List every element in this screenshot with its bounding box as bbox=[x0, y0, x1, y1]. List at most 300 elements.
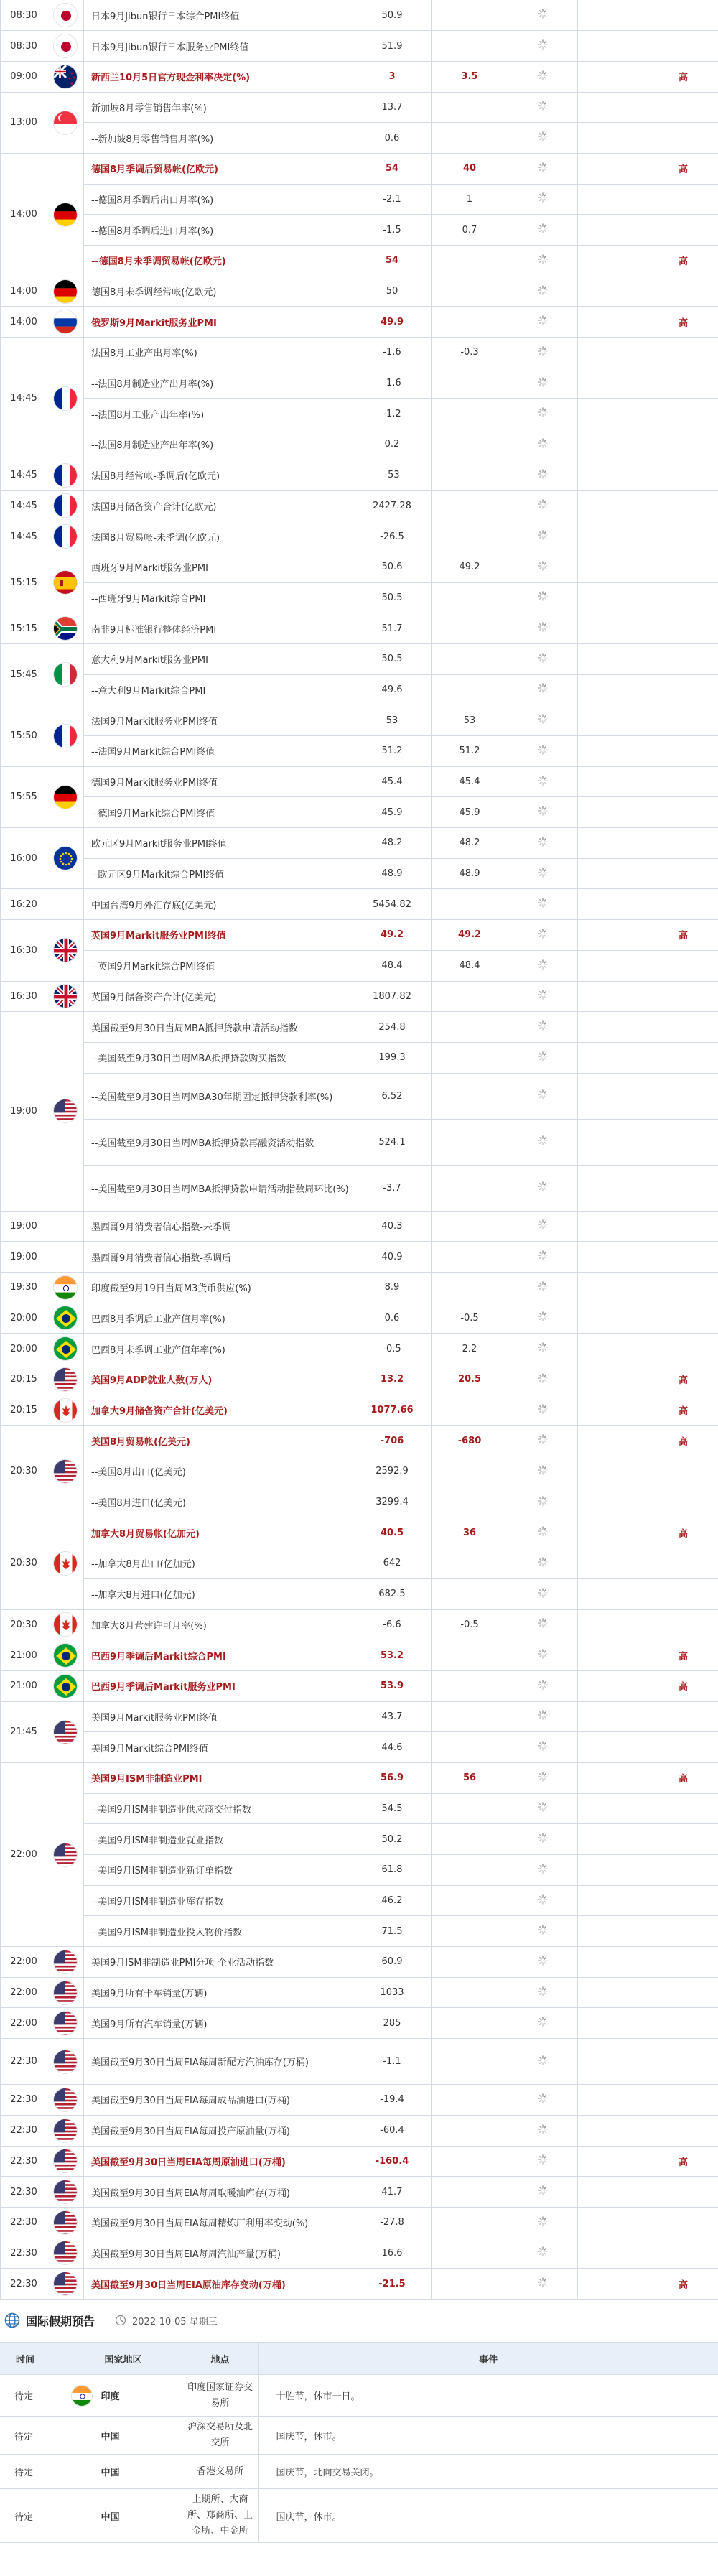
actual-value bbox=[508, 1947, 578, 1978]
importance-label bbox=[648, 1916, 718, 1947]
forecast-value: -0.5 bbox=[432, 1609, 508, 1640]
event-name: --美国截至9月30日当周MBA抵押贷款购买指数 bbox=[84, 1042, 353, 1073]
event-row[interactable] bbox=[1, 153, 718, 184]
event-row[interactable] bbox=[1, 1456, 718, 1487]
event-name: 巴西9月季调后Markit服务业PMI bbox=[84, 1670, 353, 1701]
importance-label bbox=[648, 1242, 718, 1273]
actual-result bbox=[578, 460, 648, 490]
uk-flag-icon bbox=[53, 984, 78, 1008]
previous-value: 51.2 bbox=[353, 736, 432, 767]
event-name: 西班牙9月Markit服务业PMI bbox=[84, 552, 353, 582]
forecast-value: -680 bbox=[432, 1426, 508, 1456]
importance-label bbox=[648, 368, 718, 399]
forecast-value: 48.9 bbox=[432, 858, 508, 889]
event-row[interactable] bbox=[1, 797, 718, 828]
event-row[interactable] bbox=[1, 1762, 718, 1793]
importance-label bbox=[648, 736, 718, 767]
event-row[interactable] bbox=[1, 460, 718, 490]
actual-result bbox=[578, 1395, 648, 1426]
flag-cell bbox=[47, 0, 84, 31]
event-row[interactable] bbox=[1, 674, 718, 705]
loading-spinner-icon bbox=[537, 1617, 549, 1629]
actual-value bbox=[508, 1165, 578, 1211]
event-time: 19:00 bbox=[1, 1211, 47, 1242]
header-time: 时间 bbox=[0, 2343, 65, 2375]
forecast-value: 56 bbox=[432, 1762, 508, 1793]
actual-result bbox=[578, 61, 648, 92]
actual-result bbox=[578, 858, 648, 889]
previous-value: 0.2 bbox=[353, 429, 432, 460]
event-row[interactable] bbox=[1, 736, 718, 767]
actual-value bbox=[508, 184, 578, 215]
importance-label bbox=[648, 1042, 718, 1073]
event-row[interactable] bbox=[1, 1426, 718, 1456]
loading-spinner-icon bbox=[537, 1986, 549, 1997]
actual-result bbox=[578, 2039, 648, 2085]
loading-spinner-icon bbox=[537, 1495, 549, 1507]
event-name: 德国8月季调后贸易帐(亿欧元) bbox=[84, 153, 353, 184]
event-row[interactable] bbox=[1, 92, 718, 123]
event-time: 15:15 bbox=[1, 613, 47, 644]
loading-spinner-icon bbox=[537, 1089, 549, 1100]
event-row[interactable] bbox=[1, 307, 718, 338]
event-row[interactable] bbox=[1, 889, 718, 920]
actual-result bbox=[578, 1855, 648, 1886]
loading-spinner-icon bbox=[537, 100, 549, 111]
event-row[interactable] bbox=[1, 1364, 718, 1395]
event-row[interactable] bbox=[1, 1732, 718, 1763]
forecast-value bbox=[432, 2207, 508, 2238]
holiday-place: 印度国家证券交易所 bbox=[182, 2375, 258, 2417]
event-row[interactable] bbox=[1, 1395, 718, 1426]
forecast-value bbox=[432, 643, 508, 674]
event-name: 法国8月储备资产合计(亿欧元) bbox=[84, 490, 353, 521]
actual-value bbox=[508, 2238, 578, 2269]
previous-value: -1.5 bbox=[353, 215, 432, 246]
usa-flag-icon bbox=[53, 1981, 78, 2005]
event-name: --法国8月工业产出年率(%) bbox=[84, 399, 353, 429]
actual-result bbox=[578, 31, 648, 62]
previous-value: 40.5 bbox=[353, 1517, 432, 1548]
loading-spinner-icon bbox=[537, 989, 549, 1000]
event-row[interactable] bbox=[1, 184, 718, 215]
event-row[interactable] bbox=[1, 582, 718, 613]
forecast-value bbox=[432, 2008, 508, 2039]
france-flag-icon bbox=[53, 493, 78, 518]
event-time: 15:55 bbox=[1, 766, 47, 827]
loading-spinner-icon bbox=[537, 437, 549, 449]
flag-cell bbox=[47, 766, 84, 827]
event-row[interactable] bbox=[1, 246, 718, 276]
loading-spinner-icon bbox=[537, 1587, 549, 1599]
event-name: 英国9月储备资产合计(亿美元) bbox=[84, 981, 353, 1012]
event-time: 15:50 bbox=[1, 705, 47, 766]
event-row[interactable] bbox=[1, 1073, 718, 1119]
previous-value: 2592.9 bbox=[353, 1456, 432, 1487]
importance-label: 高 bbox=[648, 307, 718, 338]
loading-spinner-icon bbox=[537, 2016, 549, 2027]
event-row[interactable] bbox=[1, 1793, 718, 1824]
event-name: 美国截至9月30日当周EIA每周投产原油量(万桶) bbox=[84, 2115, 353, 2146]
forecast-value bbox=[432, 368, 508, 399]
event-row[interactable] bbox=[1, 766, 718, 797]
loading-spinner-icon bbox=[537, 315, 549, 326]
germany-flag-icon bbox=[53, 785, 78, 809]
event-name: --德国8月季调后出口月率(%) bbox=[84, 184, 353, 215]
event-name: --法国9月Markit综合PMI终值 bbox=[84, 736, 353, 767]
actual-result bbox=[578, 0, 648, 31]
previous-value: -53 bbox=[353, 460, 432, 490]
forecast-value bbox=[432, 1824, 508, 1855]
importance-label bbox=[648, 460, 718, 490]
event-row[interactable] bbox=[1, 643, 718, 674]
actual-result bbox=[578, 828, 648, 859]
importance-label bbox=[648, 1272, 718, 1303]
actual-value bbox=[508, 1073, 578, 1119]
event-time: 22:00 bbox=[1, 1762, 47, 1946]
importance-label bbox=[648, 1609, 718, 1640]
importance-label bbox=[648, 2177, 718, 2208]
actual-result bbox=[578, 1272, 648, 1303]
event-row[interactable] bbox=[1, 858, 718, 889]
flag-cell bbox=[47, 552, 84, 613]
importance-label bbox=[648, 521, 718, 552]
event-time: 21:00 bbox=[1, 1640, 47, 1671]
loading-spinner-icon bbox=[537, 590, 549, 602]
event-name: --美国9月ISM非制造业投入物价指数 bbox=[84, 1916, 353, 1947]
event-row[interactable] bbox=[1, 490, 718, 521]
event-name: 美国9月ISM非制造业PMI bbox=[84, 1762, 353, 1793]
actual-value bbox=[508, 246, 578, 276]
event-name: 法国9月Markit服务业PMI终值 bbox=[84, 705, 353, 736]
japan-flag-icon bbox=[53, 34, 78, 58]
actual-result bbox=[578, 1303, 648, 1334]
event-row[interactable] bbox=[1, 1119, 718, 1165]
actual-value bbox=[508, 521, 578, 552]
event-name: --德国8月季调后进口月率(%) bbox=[84, 215, 353, 246]
new-zealand-flag-icon bbox=[53, 65, 78, 89]
event-time: 22:00 bbox=[1, 2008, 47, 2039]
event-row[interactable] bbox=[1, 1242, 718, 1273]
previous-value: 40.3 bbox=[353, 1211, 432, 1242]
actual-value bbox=[508, 490, 578, 521]
actual-result bbox=[578, 338, 648, 368]
flag-cell bbox=[47, 1701, 84, 1762]
event-name: 新西兰10月5日官方现金利率决定(%) bbox=[84, 61, 353, 92]
previous-value: 285 bbox=[353, 2008, 432, 2039]
usa-flag-icon bbox=[53, 2088, 78, 2112]
event-row[interactable] bbox=[1, 2115, 718, 2146]
actual-value bbox=[508, 1885, 578, 1916]
event-row[interactable] bbox=[1, 429, 718, 460]
event-name: 美国截至9月30日当周EIA每周汽油产量(万桶) bbox=[84, 2238, 353, 2269]
event-row[interactable] bbox=[1, 1272, 718, 1303]
forecast-value bbox=[432, 521, 508, 552]
event-row[interactable] bbox=[1, 1517, 718, 1548]
previous-value: 199.3 bbox=[353, 1042, 432, 1073]
actual-value bbox=[508, 2146, 578, 2177]
previous-value: 48.4 bbox=[353, 950, 432, 981]
forecast-value: 45.9 bbox=[432, 797, 508, 828]
flag-cell bbox=[47, 643, 84, 705]
event-row[interactable] bbox=[1, 1042, 718, 1073]
event-name: 欧元区9月Markit服务业PMI终值 bbox=[84, 828, 353, 859]
previous-value: -60.4 bbox=[353, 2115, 432, 2146]
loading-spinner-icon bbox=[537, 1311, 549, 1322]
event-row[interactable] bbox=[1, 2269, 718, 2300]
event-time: 16:00 bbox=[1, 828, 47, 889]
event-row[interactable] bbox=[1, 1670, 718, 1701]
event-row[interactable] bbox=[1, 1578, 718, 1609]
forecast-value bbox=[432, 1947, 508, 1978]
importance-label bbox=[648, 215, 718, 246]
event-row[interactable] bbox=[1, 61, 718, 92]
importance-label bbox=[648, 399, 718, 429]
actual-result bbox=[578, 1916, 648, 1947]
loading-spinner-icon bbox=[537, 1832, 549, 1843]
event-time: 14:00 bbox=[1, 153, 47, 276]
previous-value: -6.6 bbox=[353, 1609, 432, 1640]
loading-spinner-icon bbox=[537, 223, 549, 234]
event-row[interactable] bbox=[1, 1334, 718, 1364]
actual-value bbox=[508, 2115, 578, 2146]
holiday-event: 国庆节，休市。 bbox=[258, 2489, 718, 2543]
actual-value bbox=[508, 920, 578, 951]
holiday-event: 国庆节，北向交易关闭。 bbox=[258, 2455, 718, 2489]
flag-cell bbox=[47, 2039, 84, 2085]
event-row[interactable] bbox=[1, 1303, 718, 1334]
actual-result bbox=[578, 1578, 648, 1609]
forecast-value bbox=[432, 2146, 508, 2177]
actual-result bbox=[578, 2115, 648, 2146]
previous-value: -160.4 bbox=[353, 2146, 432, 2177]
importance-label bbox=[648, 613, 718, 644]
canada-flag-icon bbox=[53, 1551, 78, 1576]
actual-result bbox=[578, 889, 648, 920]
event-row[interactable] bbox=[1, 338, 718, 368]
previous-value: 50.5 bbox=[353, 582, 432, 613]
event-row[interactable] bbox=[1, 2085, 718, 2116]
event-row[interactable] bbox=[1, 1824, 718, 1855]
flag-cell bbox=[47, 1211, 84, 1242]
forecast-value bbox=[432, 1211, 508, 1242]
actual-result bbox=[578, 920, 648, 951]
france-flag-icon bbox=[53, 463, 78, 488]
previous-value: 524.1 bbox=[353, 1119, 432, 1165]
event-row[interactable] bbox=[1, 1165, 718, 1211]
loading-spinner-icon bbox=[537, 1051, 549, 1062]
actual-result bbox=[578, 981, 648, 1012]
loading-spinner-icon bbox=[537, 2055, 549, 2066]
actual-value bbox=[508, 1916, 578, 1947]
actual-result bbox=[578, 1242, 648, 1273]
event-row[interactable] bbox=[1, 2039, 718, 2085]
event-row[interactable] bbox=[1, 1012, 718, 1043]
event-name: 俄罗斯9月Markit服务业PMI bbox=[84, 307, 353, 338]
event-row[interactable] bbox=[1, 2008, 718, 2039]
importance-label bbox=[648, 1487, 718, 1517]
actual-result bbox=[578, 276, 648, 307]
previous-value: 13.7 bbox=[353, 92, 432, 123]
event-time: 20:15 bbox=[1, 1364, 47, 1395]
actual-result bbox=[578, 399, 648, 429]
flag-cell bbox=[47, 889, 84, 920]
flag-cell bbox=[47, 1272, 84, 1303]
forecast-value bbox=[432, 1487, 508, 1517]
actual-value bbox=[508, 552, 578, 582]
event-row[interactable] bbox=[1, 1211, 718, 1242]
event-row[interactable] bbox=[1, 368, 718, 399]
actual-result bbox=[578, 521, 648, 552]
actual-value bbox=[508, 368, 578, 399]
event-row[interactable] bbox=[1, 1487, 718, 1517]
holiday-country-cell bbox=[65, 2375, 182, 2417]
germany-flag-icon bbox=[53, 279, 78, 304]
event-name: 意大利9月Markit服务业PMI bbox=[84, 643, 353, 674]
previous-value: 5454.82 bbox=[353, 889, 432, 920]
flag-cell bbox=[47, 490, 84, 521]
forecast-value bbox=[432, 1701, 508, 1732]
previous-value: 44.6 bbox=[353, 1732, 432, 1763]
event-time: 22:00 bbox=[1, 1977, 47, 2008]
event-name: 美国截至9月30日当周EIA每周原油进口(万桶) bbox=[84, 2146, 353, 2177]
event-row[interactable] bbox=[1, 2177, 718, 2208]
event-row[interactable] bbox=[1, 2146, 718, 2177]
actual-value bbox=[508, 766, 578, 797]
forecast-value bbox=[432, 1548, 508, 1579]
loading-spinner-icon bbox=[537, 1771, 549, 1782]
loading-spinner-icon bbox=[537, 192, 549, 203]
holiday-date: 2022-10-05 星期三 bbox=[132, 2316, 218, 2328]
loading-spinner-icon bbox=[537, 682, 549, 694]
event-row[interactable] bbox=[1, 950, 718, 981]
loading-spinner-icon bbox=[537, 1709, 549, 1721]
actual-result bbox=[578, 123, 648, 154]
event-row[interactable] bbox=[1, 552, 718, 582]
event-row[interactable] bbox=[1, 276, 718, 307]
forecast-value bbox=[432, 1916, 508, 1947]
event-row[interactable] bbox=[1, 1977, 718, 2008]
flag-cell bbox=[47, 153, 84, 276]
event-row[interactable] bbox=[1, 1947, 718, 1978]
actual-value bbox=[508, 0, 578, 31]
event-row[interactable] bbox=[1, 1701, 718, 1732]
actual-result bbox=[578, 766, 648, 797]
actual-value bbox=[508, 1042, 578, 1073]
event-time: 20:30 bbox=[1, 1426, 47, 1517]
flag-cell bbox=[47, 1242, 84, 1273]
flag-cell bbox=[47, 2085, 84, 2116]
event-row[interactable] bbox=[1, 1855, 718, 1886]
holiday-section-header bbox=[0, 2300, 718, 2343]
previous-value: 13.2 bbox=[353, 1364, 432, 1395]
event-row[interactable] bbox=[1, 31, 718, 62]
actual-result bbox=[578, 1824, 648, 1855]
event-row[interactable] bbox=[1, 828, 718, 859]
importance-label bbox=[648, 1211, 718, 1242]
actual-result bbox=[578, 674, 648, 705]
loading-spinner-icon bbox=[537, 2124, 549, 2135]
event-row[interactable] bbox=[1, 0, 718, 31]
forecast-value bbox=[432, 1272, 508, 1303]
importance-label bbox=[648, 1456, 718, 1487]
importance-label bbox=[648, 2039, 718, 2085]
event-name: 新加坡8月零售销售年率(%) bbox=[84, 92, 353, 123]
importance-label: 高 bbox=[648, 920, 718, 951]
holiday-table bbox=[0, 2343, 718, 2544]
actual-value bbox=[508, 1640, 578, 1671]
actual-result bbox=[578, 1548, 648, 1579]
usa-flag-icon bbox=[53, 1720, 78, 1744]
previous-value: 53 bbox=[353, 705, 432, 736]
previous-value: 50.2 bbox=[353, 1824, 432, 1855]
event-time: 22:30 bbox=[1, 2238, 47, 2269]
usa-flag-icon bbox=[53, 1459, 78, 1484]
event-time: 16:30 bbox=[1, 920, 47, 981]
brazil-flag-icon bbox=[53, 1306, 78, 1330]
forecast-value bbox=[432, 1119, 508, 1165]
event-row[interactable] bbox=[1, 613, 718, 644]
event-row[interactable] bbox=[1, 1916, 718, 1947]
event-row[interactable] bbox=[1, 1640, 718, 1671]
holiday-country: 印度 bbox=[101, 2391, 120, 2403]
importance-label bbox=[648, 1073, 718, 1119]
event-row[interactable] bbox=[1, 2207, 718, 2238]
actual-value bbox=[508, 1824, 578, 1855]
forecast-value bbox=[432, 2085, 508, 2116]
india-flag-icon bbox=[71, 2385, 93, 2407]
previous-value: 61.8 bbox=[353, 1855, 432, 1886]
event-row[interactable] bbox=[1, 1548, 718, 1579]
event-row[interactable] bbox=[1, 521, 718, 552]
loading-spinner-icon bbox=[537, 560, 549, 572]
event-row[interactable] bbox=[1, 920, 718, 951]
importance-label bbox=[648, 31, 718, 62]
brazil-flag-icon bbox=[53, 1674, 78, 1698]
importance-label: 高 bbox=[648, 2269, 718, 2300]
event-row[interactable] bbox=[1, 1609, 718, 1640]
event-row[interactable] bbox=[1, 981, 718, 1012]
previous-value: 642 bbox=[353, 1548, 432, 1579]
actual-result bbox=[578, 1334, 648, 1364]
flag-cell bbox=[47, 705, 84, 766]
forecast-value bbox=[432, 429, 508, 460]
actual-value bbox=[508, 1670, 578, 1701]
event-row[interactable] bbox=[1, 399, 718, 429]
usa-flag-icon bbox=[53, 1099, 78, 1123]
event-time: 22:30 bbox=[1, 2115, 47, 2146]
loading-spinner-icon bbox=[537, 652, 549, 664]
forecast-value bbox=[432, 246, 508, 276]
event-row[interactable] bbox=[1, 2238, 718, 2269]
actual-value bbox=[508, 582, 578, 613]
actual-result bbox=[578, 1517, 648, 1548]
event-row[interactable] bbox=[1, 215, 718, 246]
actual-value bbox=[508, 1609, 578, 1640]
loading-spinner-icon bbox=[537, 1433, 549, 1445]
event-row[interactable] bbox=[1, 123, 718, 154]
previous-value: 48.9 bbox=[353, 858, 432, 889]
previous-value: 49.6 bbox=[353, 674, 432, 705]
forecast-value bbox=[432, 674, 508, 705]
importance-label bbox=[648, 766, 718, 797]
event-row[interactable] bbox=[1, 705, 718, 736]
loading-spinner-icon bbox=[537, 713, 549, 725]
event-row[interactable] bbox=[1, 1885, 718, 1916]
loading-spinner-icon bbox=[537, 345, 549, 357]
importance-label bbox=[648, 582, 718, 613]
loading-spinner-icon bbox=[537, 775, 549, 786]
